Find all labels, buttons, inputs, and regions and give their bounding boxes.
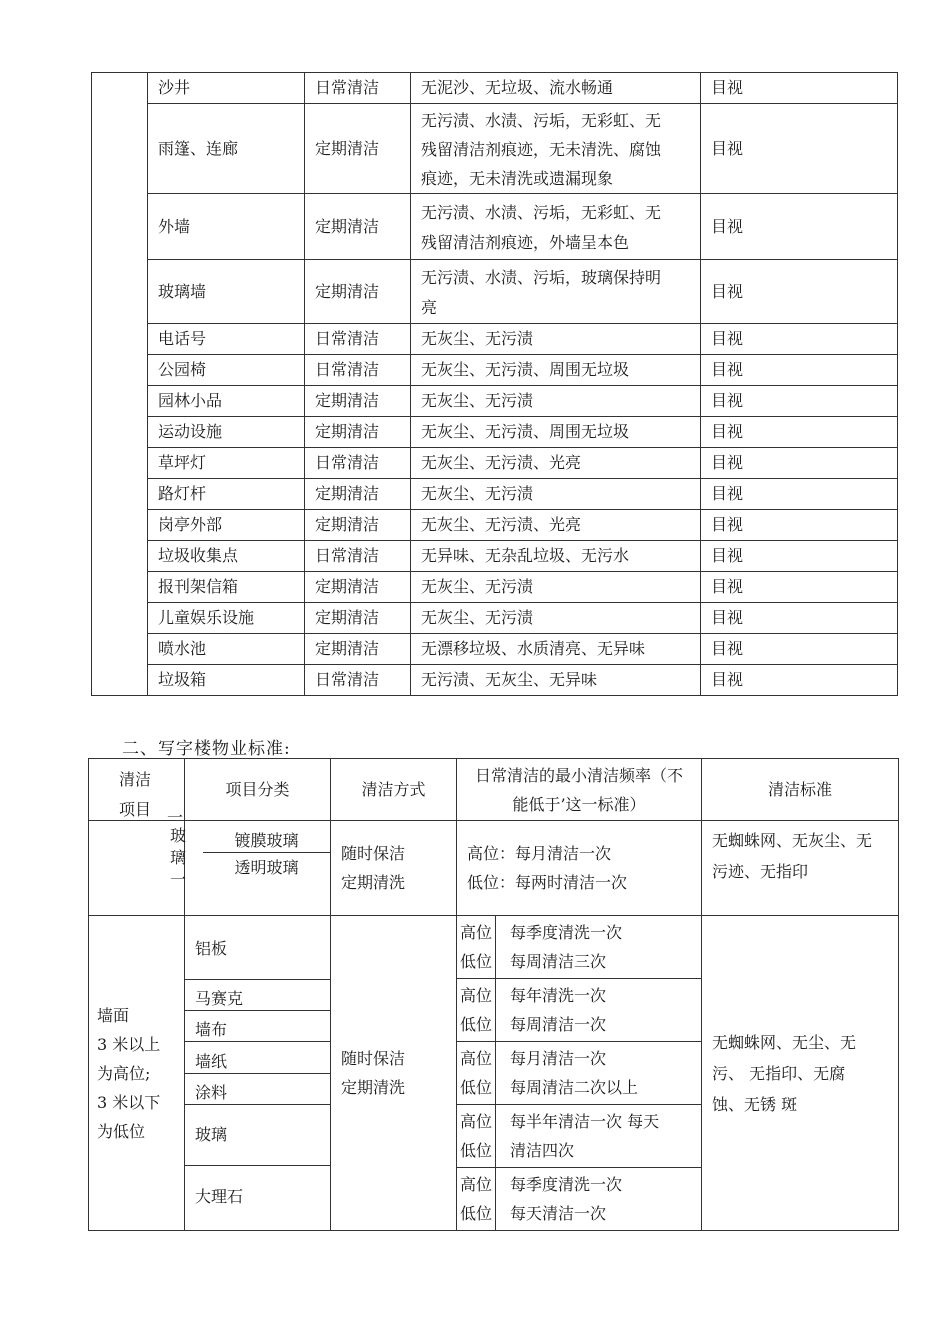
check-cell: 目视 [701,104,898,194]
check-cell: 目视 [701,665,898,696]
table1-blank-category-cell [92,73,148,696]
wall-categories-cell [185,916,331,1231]
check-cell: 目视 [701,510,898,541]
category-wall-cloth: 墙布 [185,1011,330,1042]
standard-cell: 无污渍、水渍、污垢，玻璃保持明 亮 [411,260,701,324]
check-cell: 目视 [701,260,898,324]
method-cell: 定期清洁 [305,572,411,603]
method-cell: 定期清洁 [305,479,411,510]
header-method: 清洁方式 [331,759,457,821]
category-wallpaper: 墙纸 [185,1042,330,1074]
item-cell: 电话号 [148,324,305,355]
check-cell: 目视 [701,73,898,104]
glass-item-cell [89,821,185,916]
outdoor-cleaning-table [91,72,898,696]
wall-item-cell: 墙面 3 米以上 为高位; 3 米以下 为低位 [89,916,185,1231]
method-cell: 定期清洁 [305,386,411,417]
freq-block-aluminum: 高位 每季度清洗一次 低位 每周清洁三次 [457,916,701,979]
method-cell: 日常清洁 [305,355,411,386]
table-row [92,665,898,696]
table-row [92,260,898,324]
wall-standard-cell: 无蜘蛛网、无尘、无 污、 无指印、无腐 蚀、无锈 斑 [702,916,899,1231]
method-cell: 定期清洁 [305,510,411,541]
table-row [92,194,898,260]
item-cell: 外墙 [148,194,305,260]
header-category: 项目分类 [185,759,331,821]
category-paint: 涂料 [185,1074,330,1105]
standard-cell: 无灰尘、无污渍 [411,603,701,634]
method-cell: 定期清洁 [305,260,411,324]
item-cell: 路灯杆 [148,479,305,510]
check-cell: 目视 [701,417,898,448]
check-cell: 目视 [701,572,898,603]
table-row [92,510,898,541]
standard-cell: 无灰尘、无污渍 [411,479,701,510]
method-cell: 日常清洁 [305,541,411,572]
category-glass: 玻璃 [185,1105,330,1166]
table-row [92,417,898,448]
method-cell: 定期清洁 [305,104,411,194]
item-cell: 垃圾箱 [148,665,305,696]
freq-block-mosaic-cloth: 高位 每年清洗一次 低位 每周清洁一次 [457,979,701,1042]
check-cell: 目视 [701,479,898,510]
table-row [92,324,898,355]
table-row [92,448,898,479]
standard-cell: 无异味、无杂乱垃圾、无污水 [411,541,701,572]
method-cell: 日常清洁 [305,324,411,355]
glass-standard-cell: 无蜘蛛网、无灰尘、无 污迹、无指印 [702,821,899,916]
table-row [92,572,898,603]
check-cell: 目视 [701,541,898,572]
method-cell: 定期清洁 [305,634,411,665]
item-cell: 草坪灯 [148,448,305,479]
table-row [92,603,898,634]
check-cell: 目视 [701,634,898,665]
subitem-coated-glass: 镀膜玻璃 [203,821,330,853]
glass-method-cell: 随时保洁 定期清洗 [331,821,457,916]
table-row [92,355,898,386]
standard-cell: 无灰尘、无污渍、光亮 [411,510,701,541]
standard-cell: 无污渍、无灰尘、无异味 [411,665,701,696]
standard-cell: 无污渍、水渍、污垢，无彩虹、无 残留清洁剂痕迹，外墙呈本色 [411,194,701,260]
header-frequency: 日常清洁的最小清洁频率（不 能低于’这一标准） [457,759,702,821]
table-row [92,386,898,417]
table-row [92,479,898,510]
table-header-row [89,759,899,821]
standard-cell: 无灰尘、无污渍 [411,324,701,355]
standard-cell: 无灰尘、无污渍 [411,386,701,417]
freq-block-marble: 高位 每季度清洗一次 低位 每天清洁一次 [457,1168,701,1230]
item-cell: 沙井 [148,73,305,104]
standard-cell: 无灰尘、无污渍、周围无垃圾 [411,355,701,386]
item-cell: 运动设施 [148,417,305,448]
standard-cell: 无灰尘、无污渍 [411,572,701,603]
glass-frequency-cell: 高位：每月清洁一次 低位：每两时清洁一次 [457,821,702,916]
category-marble: 大理石 [195,1186,244,1206]
check-cell: 目视 [701,355,898,386]
item-cell: 园林小品 [148,386,305,417]
item-cell: 喷水池 [148,634,305,665]
standard-cell: 无泥沙、无垃圾、流水畅通 [411,73,701,104]
standard-cell: 无污渍、水渍、污垢，无彩虹、无 残留清洁剂痕迹，无未清洗、腐蚀 痕迹，无未清洗或遗漏现象 [411,104,701,194]
wall-method-cell: 随时保洁 定期清洗 [331,916,457,1231]
check-cell: 目视 [701,448,898,479]
check-cell: 目视 [701,386,898,417]
header-standard: 清洁标准 [702,759,899,821]
method-cell: 定期清洁 [305,603,411,634]
item-cell: 岗亭外部 [148,510,305,541]
header-cleaning-item: 清洁 项目 一 [89,759,185,821]
method-cell: 日常清洁 [305,448,411,479]
subitem-clear-glass: 透明玻璃 [234,858,299,877]
item-cell: 玻璃墙 [148,260,305,324]
wall-frequency-cell [457,916,702,1231]
section-heading: 二、写字楼物业标准: [122,739,291,759]
check-cell: 目视 [701,603,898,634]
item-cell: 公园椅 [148,355,305,386]
freq-block-paper-paint: 高位 每月清洁一次 低位 每周清洁二次以上 [457,1042,701,1105]
table-row [92,634,898,665]
item-cell: 雨篷、连廊 [148,104,305,194]
category-mosaic: 马赛克 [185,980,330,1011]
table-row-glass [89,821,899,916]
table-row [92,541,898,572]
table-row [92,104,898,194]
standard-cell: 无灰尘、无污渍、光亮 [411,448,701,479]
freq-block-glass: 高位 每半年清洁一次 每天 低位 清洁四次 [457,1105,701,1168]
method-cell: 定期清洁 [305,417,411,448]
check-cell: 目视 [701,324,898,355]
method-cell: 日常清洁 [305,73,411,104]
item-cell: 报刊架信箱 [148,572,305,603]
table-row-wall [89,916,899,1231]
method-cell: 日常清洁 [305,665,411,696]
method-cell: 定期清洁 [305,194,411,260]
category-aluminum: 铝板 [185,919,330,980]
check-cell: 目视 [701,194,898,260]
standard-cell: 无灰尘、无污渍、周围无垃圾 [411,417,701,448]
glass-label: 玻 璃 一 [169,826,186,889]
office-property-standard-table [88,758,899,1231]
item-cell: 儿童娱乐设施 [148,603,305,634]
table-row [92,73,898,104]
glass-subitems-cell [185,821,331,916]
item-cell: 垃圾收集点 [148,541,305,572]
standard-cell: 无漂移垃圾、水质清亮、无异味 [411,634,701,665]
